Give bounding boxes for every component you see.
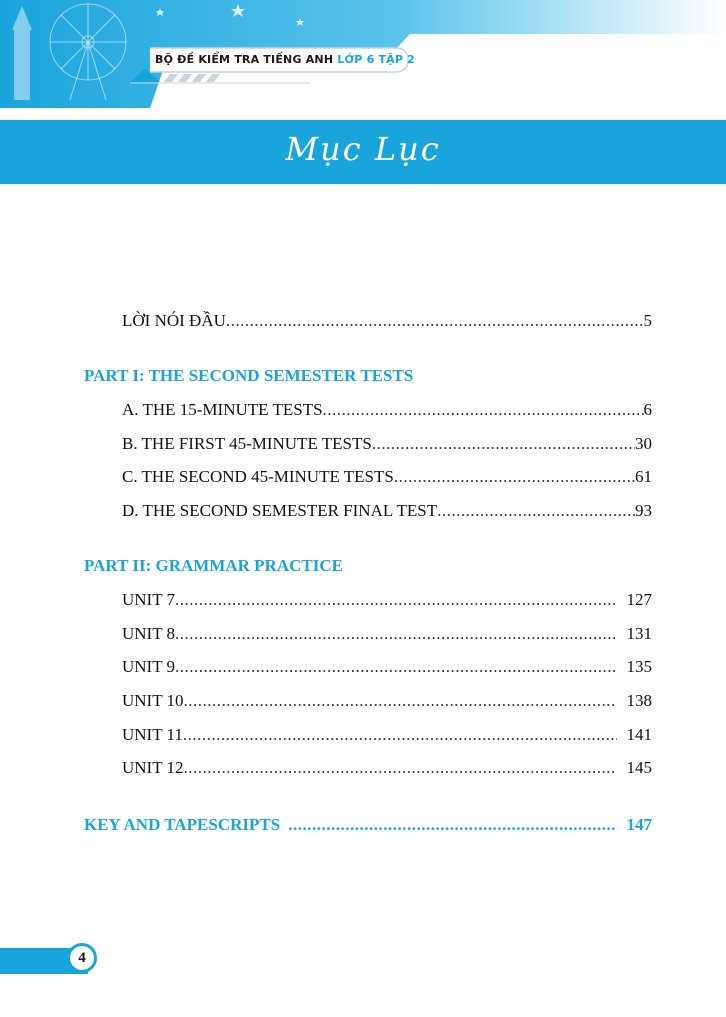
toc-entry[interactable] — [122, 400, 652, 420]
dot-leader — [175, 590, 616, 610]
toc-entry[interactable] — [122, 725, 652, 745]
toc-label: UNIT 11 — [122, 725, 183, 744]
page-title: Mục Lục — [285, 130, 441, 168]
toc-entry-preface[interactable] — [122, 311, 652, 331]
toc-page-number: 93 — [635, 501, 652, 520]
toc-page-number: 6 — [643, 400, 652, 419]
dot-leader — [184, 691, 617, 711]
toc-label: UNIT 7 — [122, 590, 176, 609]
toc-label: UNIT 10 — [122, 691, 184, 710]
toc-entry[interactable] — [122, 624, 652, 644]
toc-label: UNIT 8 — [122, 624, 176, 643]
toc-entry-key[interactable] — [84, 815, 652, 835]
toc-entry[interactable] — [122, 501, 652, 521]
toc-page-number: 127 — [626, 590, 652, 609]
toc-label: B. THE FIRST 45-MINUTE TESTS — [122, 434, 372, 453]
toc-page-number: 61 — [635, 467, 652, 486]
toc-entry[interactable] — [122, 758, 652, 778]
dot-leader — [372, 434, 635, 454]
toc-label: KEY AND TAPESCRIPTS — [84, 815, 281, 834]
title-bar — [0, 120, 726, 184]
toc-entry[interactable] — [122, 590, 652, 610]
chevron-decoration — [164, 74, 220, 82]
toc-page-number: 141 — [626, 725, 652, 744]
dot-leader — [175, 657, 616, 677]
toc-page-number: 30 — [635, 434, 652, 453]
toc-label: LỜI NÓI ĐẦU — [122, 311, 226, 330]
toc-label: A. THE 15-MINUTE TESTS — [122, 400, 323, 419]
dot-leader — [394, 467, 635, 487]
series-title-accent: LỚP 6 TẬP 2 — [337, 53, 416, 66]
dot-leader — [183, 725, 617, 745]
toc-label: C. THE SECOND 45-MINUTE TESTS — [122, 467, 394, 486]
toc-entry[interactable] — [122, 434, 652, 454]
page-number: 4 — [67, 943, 97, 973]
toc-label: D. THE SECOND SEMESTER FINAL TEST — [122, 501, 438, 520]
dot-leader — [288, 815, 616, 835]
toc-page-number: 131 — [626, 624, 652, 643]
toc-page-number: 147 — [626, 815, 652, 834]
toc-entry[interactable] — [122, 691, 652, 711]
toc-page-number: 138 — [626, 691, 652, 710]
toc-label: UNIT 12 — [122, 758, 184, 777]
toc-entry[interactable] — [122, 657, 652, 677]
toc-label: UNIT 9 — [122, 657, 176, 676]
dot-leader — [175, 624, 616, 644]
dot-leader — [226, 311, 644, 331]
toc-entry[interactable] — [122, 467, 652, 487]
toc-page-number: 5 — [643, 311, 652, 330]
series-title-main: BỘ ĐỀ KIỂM TRA TIẾNG ANH — [155, 53, 334, 66]
dot-leader — [323, 400, 644, 420]
dot-leader — [437, 501, 635, 521]
part1-heading: PART I: THE SECOND SEMESTER TESTS — [84, 366, 414, 385]
toc-page-number: 145 — [626, 758, 652, 777]
series-title — [155, 53, 415, 66]
toc-page-number: 135 — [626, 657, 652, 676]
dot-leader — [184, 758, 617, 778]
part2-heading: PART II: GRAMMAR PRACTICE — [84, 556, 343, 575]
